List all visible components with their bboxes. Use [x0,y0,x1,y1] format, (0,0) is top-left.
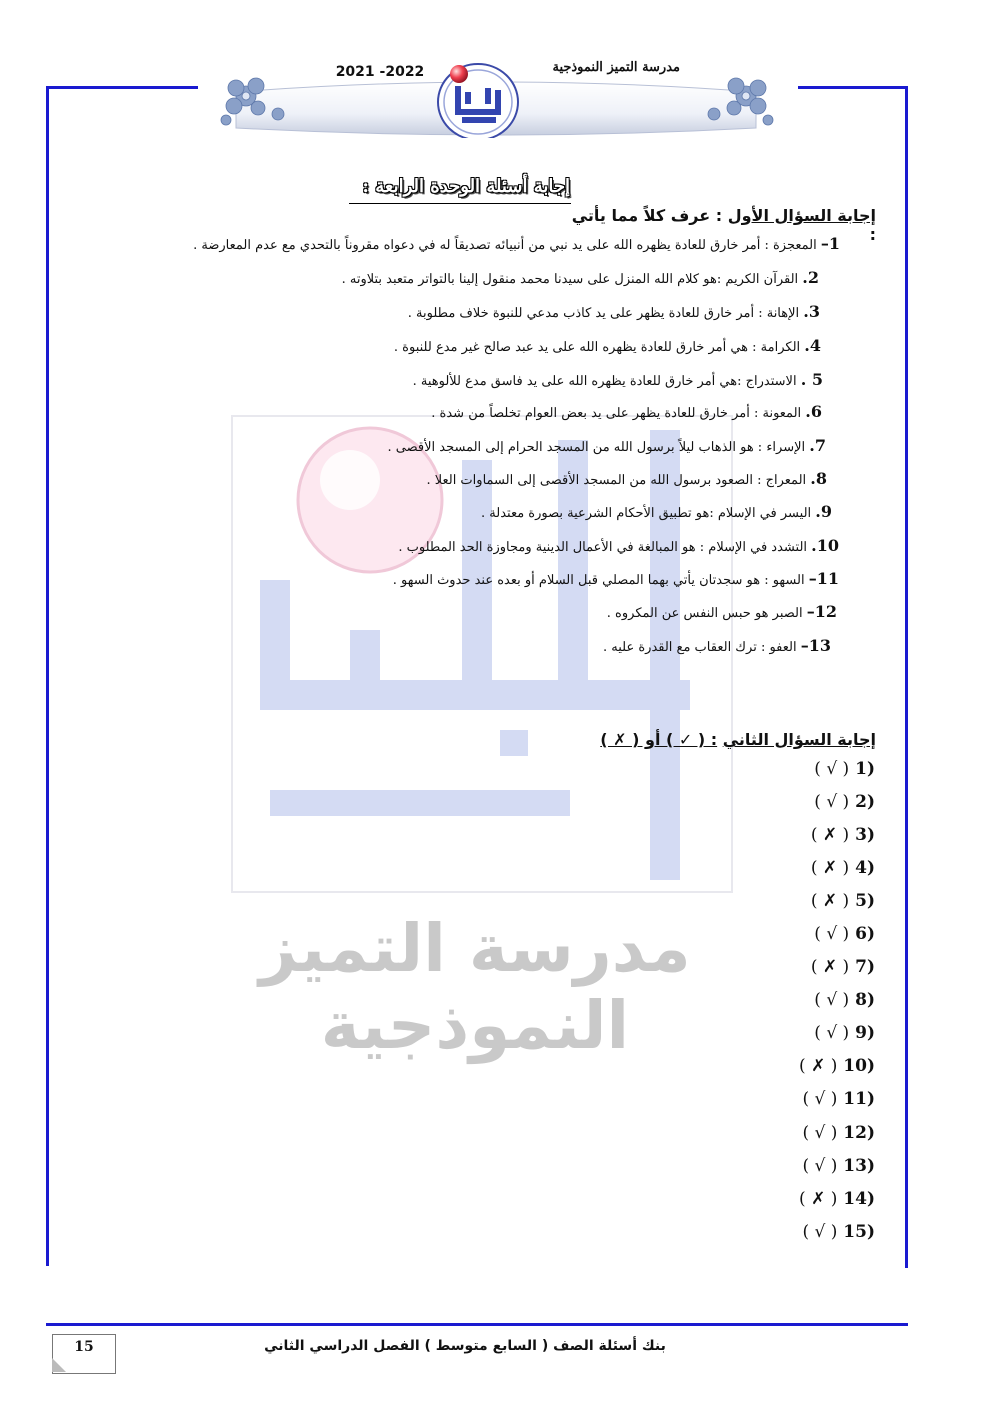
definition-text: الكرامة : هي أمر خارق للعادة يظهره الله على يد عبد صالح غير مدع للنبوة . [393,340,805,355]
answer-number: (11 [843,1089,875,1109]
watermark-text: مدرسة التميز النموذجية [259,910,691,1064]
definition-number: 5 . [800,370,823,389]
definition-text: التشدد في الإسلام : هو المبالغة في الأعمال الدينية ومجاوزة الحد المطلوب . [398,540,812,555]
answer-mark: ( √ ) [814,759,850,779]
definition-item [408,302,820,321]
definition-number: 12– [806,602,837,621]
definition-text: المعونة : أمر خارق للعادة يظهر على يد بعض العوام تخلصاً من شدة . [431,406,806,421]
definition-item [431,402,822,421]
answer-number: (10 [843,1056,875,1076]
answer-item [814,759,875,779]
frame-right [905,86,908,1268]
answer-number: (13 [843,1156,875,1176]
answer-item [811,957,875,977]
definition-number: 10. [811,536,839,555]
definition-item [603,636,831,655]
answer-mark: ( ✗ ) [810,891,850,911]
answer-item [811,825,875,845]
answer-item [802,1089,875,1109]
answer-mark: ( √ ) [802,1123,838,1143]
answer-item [814,990,875,1010]
answer-mark: ( ✗ ) [810,825,850,845]
definition-item [388,436,826,455]
q1-instruction: : عرف كلاً مما يأتي : [571,206,876,244]
frame-top-right [798,86,908,89]
header-banner [196,62,796,138]
answer-number: (5 [855,891,875,911]
answer-number: (4 [855,858,875,878]
answer-item [814,924,875,944]
answer-number: (7 [855,957,875,977]
school-logo-icon [438,64,518,138]
definition-number: 3. [803,302,820,321]
definition-item [481,502,832,521]
definition-item [426,469,827,488]
q2-heading [560,730,876,749]
definition-item [413,370,823,389]
definition-number: 4. [804,336,821,355]
footer-line [46,1323,908,1326]
answer-mark: ( ✗ ) [810,957,850,977]
answer-mark: ( √ ) [802,1222,838,1242]
definition-text: اليسر في الإسلام :هو تطبيق الأحكام الشرعية بصورة معتدلة . [481,506,816,521]
answer-number: (15 [843,1222,875,1242]
definition-item [398,536,839,555]
answer-mark: ( ✗ ) [799,1189,838,1209]
definition-text: العفو : ترك العقاب مع القدرة عليه . [603,640,801,655]
definition-text: القرآن الكريم :هو كلام الله المنزل على سيدنا محمد منقول إلينا بالتواتر متعبد بتلاوته . [341,272,803,287]
page-title: إجابة أسئلة الوحدة الرابعة : [362,176,570,197]
page-number: 15 [74,1339,94,1355]
answer-item [802,1156,875,1176]
answer-item [802,1222,875,1242]
footer-text: بنك أسئلة الصف ( السابع متوسط ) الفصل الدراسي الثاني [264,1338,666,1354]
definition-item [394,336,821,355]
definition-item [393,569,839,588]
definition-text: الإسراء : هو الذهاب ليلاً برسول الله من المسجد الحرام إلى المسجد الأقصى . [387,440,810,455]
answer-item [799,1189,875,1209]
answer-mark: ( √ ) [802,1089,838,1109]
answer-number: (14 [843,1189,875,1209]
answer-item [814,792,875,812]
answer-number: (1 [855,759,875,779]
definition-item [193,234,840,253]
answer-mark: ( ✗ ) [810,858,850,878]
frame-top-left [46,86,198,89]
answer-mark: ( √ ) [814,1023,850,1043]
definition-number: 13– [800,636,831,655]
definition-number: 11– [808,569,839,588]
definition-number: 9. [815,502,832,521]
definition-text: الصبر هو حبس النفس عن المكروه . [606,606,807,621]
definition-number: 8. [810,469,827,488]
answer-item [802,1123,875,1143]
answer-item [811,858,875,878]
definition-item [342,268,819,287]
page-fold-icon [52,1358,66,1372]
frame-left [46,86,49,1266]
answer-item [814,1023,875,1043]
answer-number: (9 [855,1023,875,1043]
q1-heading-label: إجابة السؤال الأول [727,206,876,225]
answer-number: (12 [843,1123,875,1143]
answer-mark: ( ✗ ) [799,1056,838,1076]
definition-number: 6. [805,402,822,421]
answer-number: (3 [855,825,875,845]
definition-text: الاستدراج :هي أمر خارق للعادة يظهره الله على يد فاسق مدع للألوهية . [412,374,801,389]
header-school-name: مدرسة التميز النموذجية [552,60,680,75]
answer-item [799,1056,875,1076]
answer-mark: ( √ ) [802,1156,838,1176]
answer-number: (6 [855,924,875,944]
answer-mark: ( √ ) [814,792,850,812]
definition-number: 7. [809,436,826,455]
answer-number: (2 [855,792,875,812]
answer-mark: ( √ ) [814,924,850,944]
q2-heading-label: إجابة السؤال الثاني [722,730,876,749]
q2-instruction: : ( ✓ ) أو ( ✗ ) [600,730,718,749]
definition-number: 1– [820,234,840,253]
header-year: 2021 -2022 [335,64,425,80]
answer-number: (8 [855,990,875,1010]
definition-item [607,602,837,621]
definition-text: المعجزة : أمر خارق للعادة يظهره الله على يد نبي من أنبيائه تصديقاً له في دعواه مقروناً بالتحدي مع عدم المعارضة . [193,238,821,253]
definition-text: المعراج : الصعود برسول الله من المسجد الأقصى إلى السماوات العلا . [426,473,811,488]
answer-item [811,891,875,911]
answer-mark: ( √ ) [814,990,850,1010]
definition-number: 2. [802,268,819,287]
definition-text: الإهانة : أمر خارق للعادة يظهر على يد كاذب مدعي للنبوة خلاف مطلوبة . [407,306,804,321]
definition-text: السهو : هو سجدتان يأتي بهما المصلي قبل السلام أو بعده عند حدوث السهو . [392,573,809,588]
title-underline [349,203,571,204]
